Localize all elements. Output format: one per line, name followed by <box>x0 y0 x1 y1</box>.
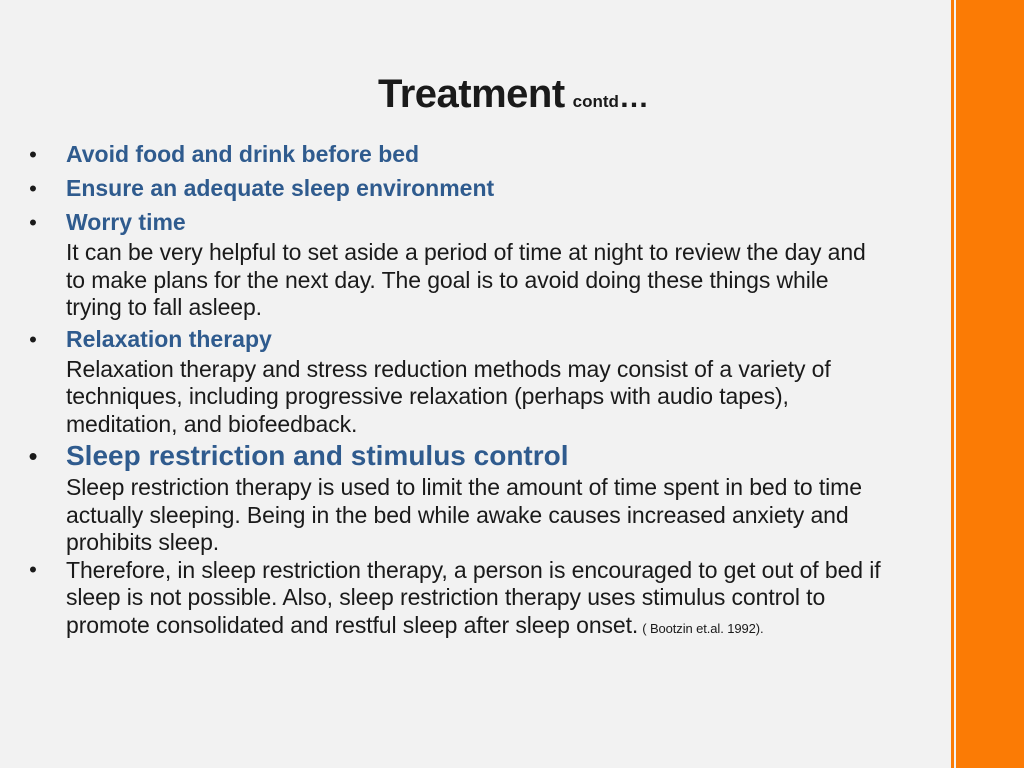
item-body: It can be very helpful to set aside a period of time at night to review the day and to make plans for the next day. The goal is to avoid doing these things while trying to fall asleep. <box>66 239 866 320</box>
slide-title <box>378 72 649 117</box>
list-item-avoid-food <box>26 137 886 171</box>
item-body: Therefore, in sleep restriction therapy, a person is encouraged to get out of bed if sleep is not possible. Also, sleep restriction therapy uses stimulus control to promote consolidated and restful sleep after sleep onset. <box>66 556 881 638</box>
title-ellipsis: … <box>618 81 649 114</box>
list-item-sleep-restriction <box>26 438 886 557</box>
accent-divider-line <box>951 0 954 768</box>
list-item-relaxation-therapy <box>26 322 886 439</box>
list-item-therefore <box>26 557 886 643</box>
accent-side-bar <box>956 0 1024 768</box>
bullet-icon: • <box>29 210 37 235</box>
item-heading: Worry time <box>66 209 186 235</box>
title-sub: contd <box>572 92 619 111</box>
item-heading: Relaxation therapy <box>66 325 272 352</box>
item-body-with-citation <box>66 557 886 643</box>
bullet-icon: • <box>29 142 37 167</box>
item-body: Relaxation therapy and stress reduction methods may consist of a variety of techniques, including progressive relaxation (perhaps with audio tapes), meditation, and biofeedback. <box>66 355 831 437</box>
item-heading: Sleep restriction and stimulus control <box>66 440 569 471</box>
item-body: Sleep restriction therapy is used to limit the amount of time spent in bed to time actually sleeping. Being in the bed while awake causes increased anxiety and prohibits sleep. <box>66 474 862 555</box>
title-main: Treatment <box>378 72 565 116</box>
bullet-icon: • <box>28 441 38 471</box>
bullet-icon: • <box>29 326 37 352</box>
bullet-list <box>26 137 886 642</box>
bullet-icon: • <box>29 176 37 201</box>
item-heading: Avoid food and drink before bed <box>66 141 420 167</box>
list-item-sleep-environment <box>26 171 886 205</box>
list-item-worry-time <box>26 205 886 322</box>
citation: ( Bootzin et.al. 1992). <box>642 620 764 636</box>
item-heading: Ensure an adequate sleep environment <box>66 175 495 201</box>
bullet-icon: • <box>29 556 37 582</box>
